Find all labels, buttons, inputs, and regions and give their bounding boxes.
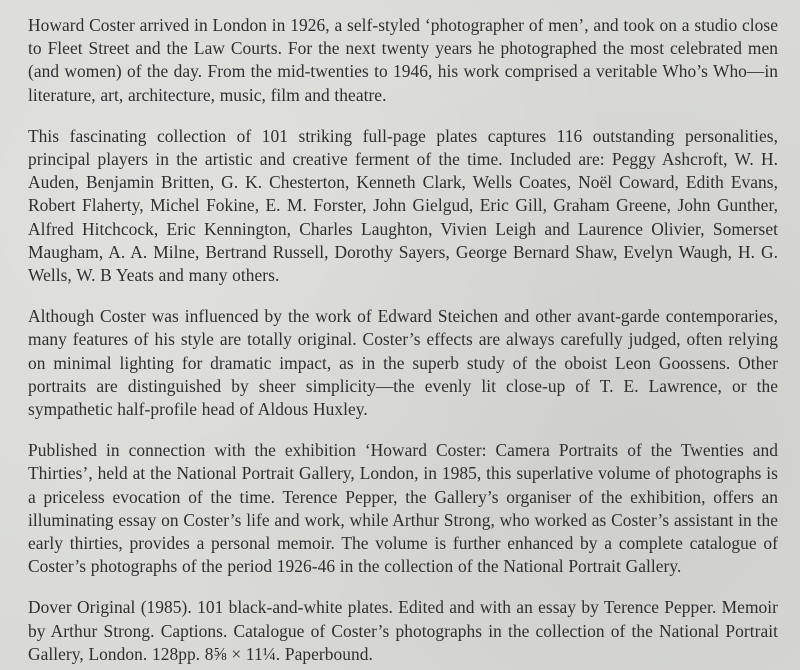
book-description [28, 14, 778, 666]
paragraph-style: Although Coster was influenced by the work of Edward Steichen and other avant-garde contemporaries, many features of his style are totally original. Coster’s effects are always carefully judged, often relying on minimal lighting for dramatic impact, as in the superb study of the oboist Leon Goossens. Other portraits are distinguished by sheer simplicity—the evenly lit close-up of T. E. Lawrence, or the sympathetic half-profile head of Aldous Huxley. [28, 306, 778, 420]
paragraph-publication-details: Dover Original (1985). 101 black-and-white plates. Edited and with an essay by Terence Pepper. Memoir by Arthur Strong. Captions. Catalogue of Coster’s photographs in the collection of the National Portrait Gallery, London. 128pp. 8⅝ × 11¼. Paperbound. [28, 597, 778, 664]
paragraph-collection: This fascinating collection of 101 striking full-page plates captures 116 outstanding personalities, principal players in the artistic and creative ferment of the time. Included are: Peggy Ashcroft, W. H. Auden, Benjamin Britten, G. K. Chesterton, Kenneth Clark, Wells Coates, Noël Coward, Edith Evans, Robert Flaherty, Michel Fokine, E. M. Forster, John Gielgud, Eric Gill, Graham Greene, John Gunther, Alfred Hitchcock, Eric Kennington, Charles Laughton, Vivien Leigh and Laurence Olivier, Somerset Maugham, A. A. Milne, Bertrand Russell, Dorothy Sayers, George Bernard Shaw, Evelyn Waugh, H. G. Wells, W. B Yeats and many others. [28, 125, 778, 286]
paragraph-exhibition: Published in connection with the exhibition ‘Howard Coster: Camera Portraits of the Twenties and Thirties’, held at the National Portrait Gallery, London, in 1985, this superlative volume of photographs is a priceless evocation of the time. Terence Pepper, the Gallery’s organiser of the exhibition, offers an illuminating essay on Coster’s life and work, while Arthur Strong, who worked as Coster’s assistant in the early thirties, provides a personal memoir. The volume is further enhanced by a complete catalogue of Coster’s photographs of the period 1926-46 in the collection of the National Portrait Gallery. [28, 440, 778, 577]
paragraph-intro: Howard Coster arrived in London in 1926, a self-styled ‘photographer of men’, and took on a studio close to Fleet Street and the Law Courts. For the next twenty years he photographed the most celebrated men (and women) of the day. From the mid-twenties to 1946, his work comprised a veritable Who’s Who—in literature, art, architecture, music, film and theatre. [28, 15, 778, 105]
